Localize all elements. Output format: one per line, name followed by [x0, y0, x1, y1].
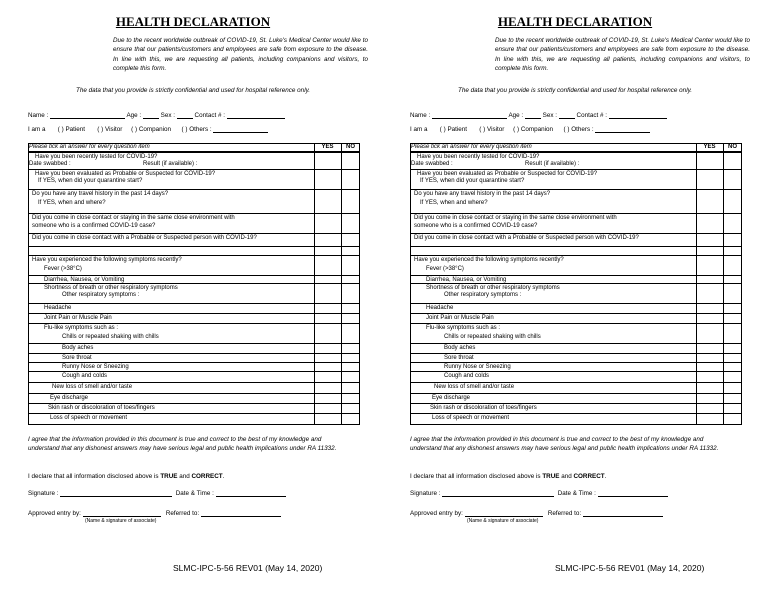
no-checkbox[interactable]: [341, 314, 360, 321]
name-label: Name :: [28, 112, 49, 119]
question-text: Skin rash or discoloration of toes/fingers: [48, 404, 155, 411]
no-column-header: NO: [346, 143, 355, 150]
question-text: someone who is a confirmed COVID-19 case?: [414, 222, 538, 229]
yes-checkbox[interactable]: [696, 354, 723, 361]
question-text: Did you come in close contact or staying in the same close environment with: [32, 214, 235, 221]
question-row-runny-nose-or-sneezing: [28, 362, 360, 371]
intro-text: Due to the recent worldwide outbreak of COVID-19, St. Luke's Medical Center would like to ensure that our patients/customers and employees are safe from exposure to the disease. In line with this, we are requesting all patients, including companions and visitors, to complete this form.: [495, 37, 750, 72]
declare-correct: CORRECT: [573, 473, 605, 480]
question-text: Did you come in close contact with a Probable or Suspected person with COVID-19?: [414, 234, 639, 241]
date-time-label: Date & Time :: [175, 490, 214, 497]
question-text: Sore throat: [62, 354, 92, 361]
no-checkbox[interactable]: [723, 170, 742, 177]
no-checkbox[interactable]: [723, 372, 742, 380]
yes-checkbox[interactable]: [314, 234, 341, 243]
no-checkbox[interactable]: [723, 153, 742, 160]
contact-field[interactable]: [227, 111, 285, 119]
no-checkbox[interactable]: [341, 284, 360, 291]
question-text: someone who is a confirmed COVID-19 case?: [32, 222, 156, 229]
question-row-do-you-have-any-travel-history-in-the-pa: [28, 189, 360, 199]
no-checkbox[interactable]: [723, 265, 742, 275]
visitor-type-row: [28, 125, 268, 133]
declare-true: TRUE: [542, 473, 560, 480]
question-row-cough-and-colds: [28, 371, 360, 380]
question-text: Do you have any travel history in the past 14 days?: [32, 190, 169, 197]
question-table: [410, 143, 742, 425]
yes-column-header: YES: [321, 143, 334, 150]
question-row-diarrhea-nausea-or-vomiting: [28, 275, 360, 283]
health-declaration-form-right: [390, 0, 760, 594]
name-field[interactable]: [50, 111, 125, 119]
signature-field[interactable]: [442, 489, 554, 497]
no-checkbox[interactable]: [341, 190, 360, 199]
no-checkbox[interactable]: [341, 234, 360, 243]
question-text: Fever (>38°C): [426, 265, 464, 272]
question-row-flu-like-symptoms-such-as: [410, 323, 742, 332]
question-text: Body aches: [62, 344, 94, 351]
approved-label: Approved entry by:: [28, 510, 81, 517]
contact-label: Contact # :: [576, 112, 607, 119]
form-code: SLMC-IPC-5-56 REV01 (May 14, 2020): [555, 563, 705, 573]
instruction-text: Please tick an answer for every question item: [411, 143, 532, 150]
contact-label: Contact # :: [194, 112, 225, 119]
yes-checkbox[interactable]: [314, 372, 341, 380]
question-text: Chills or repeated shaking with chills: [444, 333, 541, 340]
section-divider: [410, 246, 742, 255]
signature-row: [410, 489, 668, 497]
question-text: Fever (>38°C): [44, 265, 82, 272]
no-checkbox[interactable]: [341, 344, 360, 352]
question-text: Joint Pain or Muscle Pain: [44, 314, 112, 321]
yes-checkbox[interactable]: [314, 153, 341, 160]
no-checkbox[interactable]: [341, 372, 360, 380]
no-checkbox[interactable]: [723, 394, 742, 402]
date-swabbed-label: Date swabbed :: [29, 160, 71, 167]
others-field[interactable]: [595, 125, 650, 133]
question-row-headache: [28, 303, 360, 312]
question-row-shortness-of-breath-or-other-respiratory: [28, 283, 360, 291]
declare-period: .: [604, 473, 607, 480]
yes-checkbox[interactable]: [696, 276, 723, 283]
result-label: Result (if available) :: [525, 160, 580, 167]
question-row-if-yes-when-did-your-quarantine-start: [410, 177, 742, 187]
companion-option[interactable]: ( ) Companion: [513, 126, 554, 133]
question-row-have-you-been-evaluated-as-probable-or-s: [410, 169, 742, 177]
approved-field[interactable]: [83, 509, 161, 517]
question-row-cough-and-colds: [410, 371, 742, 380]
question-text: Have you experienced the following symptoms recently?: [32, 256, 182, 263]
no-checkbox[interactable]: [723, 344, 742, 352]
no-checkbox[interactable]: [341, 304, 360, 312]
visitor-type-row: [410, 125, 650, 133]
question-text: Joint Pain or Muscle Pain: [426, 314, 494, 321]
question-row-runny-nose-or-sneezing: [410, 362, 742, 371]
agreement-text: I agree that the information provided in this document is true and correct to the best of my knowledge and understand that any dishonest answers may have serious legal and public health implications under RA 11332.: [410, 436, 719, 452]
health-declaration-form-left: [8, 0, 378, 594]
yes-checkbox[interactable]: [696, 304, 723, 312]
question-row-chills-or-repeated-shaking-with-chills: [28, 333, 360, 342]
yes-column-header: YES: [703, 143, 716, 150]
declare-correct: CORRECT: [191, 473, 223, 480]
question-text: New loss of smell and/or taste: [434, 383, 515, 390]
question-text: Chills or repeated shaking with chills: [62, 333, 159, 340]
no-checkbox[interactable]: [723, 333, 742, 342]
yes-column-line: [696, 143, 697, 425]
visitor-option[interactable]: ( ) Visitor: [97, 126, 123, 133]
question-row-sore-throat: [28, 353, 360, 361]
yes-checkbox[interactable]: [696, 372, 723, 380]
name-field[interactable]: [432, 111, 507, 119]
question-row-headache: [410, 303, 742, 312]
question-row-have-you-experienced-the-following-sympt: [410, 255, 742, 265]
date-swabbed-label: Date swabbed :: [411, 160, 453, 167]
yes-checkbox[interactable]: [314, 363, 341, 371]
no-checkbox[interactable]: [723, 284, 742, 291]
question-row-if-yes-when-and-where: [410, 199, 742, 209]
no-checkbox[interactable]: [341, 276, 360, 283]
question-row-fever-38-c: [28, 265, 360, 275]
yes-checkbox[interactable]: [314, 314, 341, 321]
yes-checkbox[interactable]: [696, 414, 723, 421]
yes-checkbox[interactable]: [696, 394, 723, 402]
patient-option[interactable]: ( ) Patient: [57, 126, 86, 133]
question-row-do-you-have-any-travel-history-in-the-pa: [410, 189, 742, 199]
referred-field[interactable]: [201, 509, 281, 517]
no-checkbox[interactable]: [341, 170, 360, 177]
question-text: Eye discharge: [432, 394, 471, 401]
question-row-have-you-been-recently-tested-for-covid-: [28, 152, 360, 160]
no-checkbox[interactable]: [341, 394, 360, 402]
agreement-text: I agree that the information provided in this document is true and correct to the best of my knowledge and understand that any dishonest answers may have serious legal and public health implications under RA 11332.: [28, 436, 337, 452]
question-text: Have you been evaluated as Probable or Suspected for COVID-19?: [417, 170, 598, 177]
no-checkbox[interactable]: [723, 414, 742, 421]
question-row-loss-of-speech-or-movement: [410, 413, 742, 421]
no-checkbox[interactable]: [341, 363, 360, 371]
question-text: Have you been evaluated as Probable or Suspected for COVID-19?: [35, 170, 216, 177]
question-text: Diarrhea, Nausea, or Vomiting: [44, 276, 125, 283]
declare-text: [28, 473, 224, 480]
swab-info-row: [410, 160, 742, 168]
i-am-a-label: I am a: [410, 126, 428, 133]
no-checkbox[interactable]: [723, 314, 742, 321]
question-row-did-you-come-in-close-contact-with-a-pro: [28, 233, 360, 243]
approved-field[interactable]: [465, 509, 543, 517]
question-text: Sore throat: [444, 354, 474, 361]
no-checkbox[interactable]: [341, 153, 360, 160]
visitor-option[interactable]: ( ) Visitor: [479, 126, 505, 133]
no-checkbox[interactable]: [723, 234, 742, 243]
declare-and: and: [561, 473, 572, 480]
question-text: Loss of speech or movement: [50, 414, 128, 421]
question-text: Cough and colds: [444, 372, 490, 379]
form-title: HEALTH DECLARATION: [497, 14, 653, 29]
age-field[interactable]: [143, 111, 159, 119]
intro-text: Due to the recent worldwide outbreak of COVID-19, St. Luke's Medical Center would like to ensure that our patients/customers and employees are safe from exposure to the disease. In line with this, we are requesting all patients, including companions and visitors, to complete this form.: [113, 37, 368, 72]
question-row-other-respiratory-symptoms: [410, 291, 742, 301]
yes-checkbox[interactable]: [314, 276, 341, 283]
form-code: SLMC-IPC-5-56 REV01 (May 14, 2020): [173, 563, 323, 573]
sex-field[interactable]: [559, 111, 575, 119]
no-checkbox[interactable]: [723, 404, 742, 412]
yes-checkbox[interactable]: [696, 363, 723, 371]
no-checkbox[interactable]: [341, 404, 360, 412]
sex-field[interactable]: [177, 111, 193, 119]
yes-checkbox[interactable]: [314, 344, 341, 352]
question-row-someone-who-is-a-confirmed-covid-19-case: [28, 222, 360, 231]
yes-checkbox[interactable]: [696, 234, 723, 243]
no-checkbox[interactable]: [341, 333, 360, 342]
confidential-note: The data that you provide is strictly confidential and used for hospital reference only.: [457, 87, 693, 94]
question-row-skin-rash-or-discoloration-of-toes-finge: [28, 403, 360, 412]
question-row-other-respiratory-symptoms: [28, 291, 360, 301]
section-divider: [28, 246, 360, 255]
question-text: If YES, when did your quarantine start?: [420, 177, 525, 184]
age-label: Age :: [126, 112, 142, 119]
question-row-have-you-been-recently-tested-for-covid-: [410, 152, 742, 160]
no-checkbox[interactable]: [723, 190, 742, 199]
signature-label: Signature :: [410, 490, 441, 497]
question-row-eye-discharge: [410, 393, 742, 402]
date-time-field[interactable]: [216, 489, 286, 497]
swab-info-row: [28, 160, 360, 168]
question-table: [28, 143, 360, 425]
question-row-sore-throat: [410, 353, 742, 361]
yes-checkbox[interactable]: [696, 383, 723, 391]
yes-checkbox[interactable]: [314, 354, 341, 361]
approved-note: (Name & signature of associate): [85, 518, 157, 524]
yes-checkbox[interactable]: [314, 414, 341, 421]
no-checkbox[interactable]: [341, 354, 360, 361]
yes-checkbox[interactable]: [314, 265, 341, 275]
yes-column-line: [314, 143, 315, 425]
no-checkbox[interactable]: [723, 304, 742, 312]
question-text: Shortness of breath or other respiratory symptoms: [426, 284, 560, 291]
question-text: Body aches: [444, 344, 476, 351]
age-field[interactable]: [525, 111, 541, 119]
question-row-loss-of-speech-or-movement: [28, 413, 360, 421]
yes-checkbox[interactable]: [314, 170, 341, 177]
yes-checkbox[interactable]: [314, 284, 341, 291]
signature-row: [28, 489, 286, 497]
question-text: Runny Nose or Sneezing: [62, 363, 129, 370]
declare-text: [410, 473, 606, 480]
yes-checkbox[interactable]: [696, 265, 723, 275]
question-row-shortness-of-breath-or-other-respiratory: [410, 283, 742, 291]
yes-checkbox[interactable]: [696, 344, 723, 352]
question-row-flu-like-symptoms-such-as: [28, 323, 360, 332]
companion-option[interactable]: ( ) Companion: [131, 126, 172, 133]
question-row-have-you-been-evaluated-as-probable-or-s: [28, 169, 360, 177]
question-text: Other respiratory symptoms :: [62, 291, 140, 298]
approval-row: [28, 509, 281, 517]
question-row-someone-who-is-a-confirmed-covid-19-case: [410, 222, 742, 231]
contact-field[interactable]: [609, 111, 667, 119]
no-checkbox[interactable]: [723, 363, 742, 371]
others-option[interactable]: ( ) Others :: [563, 126, 594, 133]
yes-checkbox[interactable]: [696, 170, 723, 177]
no-column-line: [723, 143, 724, 425]
approval-row: [410, 509, 663, 517]
referred-field[interactable]: [583, 509, 663, 517]
no-checkbox[interactable]: [723, 383, 742, 391]
confidential-note: The data that you provide is strictly confidential and used for hospital reference only.: [75, 87, 311, 94]
yes-checkbox[interactable]: [696, 404, 723, 412]
signature-field[interactable]: [60, 489, 172, 497]
no-column-header: NO: [728, 143, 737, 150]
question-text: Loss of speech or movement: [432, 414, 510, 421]
age-label: Age :: [508, 112, 524, 119]
referred-label: Referred to:: [165, 510, 200, 517]
no-checkbox[interactable]: [723, 354, 742, 361]
question-text: Skin rash or discoloration of toes/fingers: [430, 404, 537, 411]
no-checkbox[interactable]: [341, 383, 360, 391]
others-option[interactable]: ( ) Others :: [181, 126, 212, 133]
yes-checkbox[interactable]: [314, 304, 341, 312]
declare-true: TRUE: [160, 473, 178, 480]
yes-checkbox[interactable]: [696, 284, 723, 291]
declare-pre: I declare that all information disclosed above is: [410, 473, 541, 480]
no-column-line: [341, 143, 342, 425]
yes-checkbox[interactable]: [696, 153, 723, 160]
question-text: If YES, when and where?: [420, 199, 488, 206]
question-text: Did you come in close contact with a Probable or Suspected person with COVID-19?: [32, 234, 257, 241]
question-text: Did you come in close contact or staying in the same close environment with: [414, 214, 617, 221]
question-row-joint-pain-or-muscle-pain: [410, 313, 742, 321]
question-row-if-yes-when-did-your-quarantine-start: [28, 177, 360, 187]
result-label: Result (if available) :: [143, 160, 198, 167]
question-text: Headache: [44, 304, 72, 311]
name-label: Name :: [410, 112, 431, 119]
no-checkbox[interactable]: [341, 265, 360, 275]
others-field[interactable]: [213, 125, 268, 133]
yes-checkbox[interactable]: [314, 333, 341, 342]
no-checkbox[interactable]: [341, 414, 360, 421]
question-text: Cough and colds: [62, 372, 108, 379]
yes-checkbox[interactable]: [696, 190, 723, 199]
sex-label: Sex :: [160, 112, 176, 119]
question-text: Diarrhea, Nausea, or Vomiting: [426, 276, 507, 283]
declare-and: and: [179, 473, 190, 480]
question-row-diarrhea-nausea-or-vomiting: [410, 275, 742, 283]
declare-period: .: [222, 473, 225, 480]
date-time-field[interactable]: [598, 489, 668, 497]
question-row-skin-rash-or-discoloration-of-toes-finge: [410, 403, 742, 412]
question-row-if-yes-when-and-where: [28, 199, 360, 209]
question-text: Do you have any travel history in the past 14 days?: [414, 190, 551, 197]
table-header: [410, 143, 742, 152]
question-text: Flu-like symptoms such as :: [426, 324, 501, 331]
question-row-eye-discharge: [28, 393, 360, 402]
question-text: Headache: [426, 304, 454, 311]
approved-label: Approved entry by:: [410, 510, 463, 517]
date-time-label: Date & Time :: [557, 490, 596, 497]
patient-option[interactable]: ( ) Patient: [439, 126, 468, 133]
question-row-joint-pain-or-muscle-pain: [28, 313, 360, 321]
question-row-fever-38-c: [410, 265, 742, 275]
question-text: Have you experienced the following symptoms recently?: [414, 256, 564, 263]
i-am-a-label: I am a: [28, 126, 46, 133]
question-row-have-you-experienced-the-following-sympt: [28, 255, 360, 265]
table-header: [28, 143, 360, 152]
signature-label: Signature :: [28, 490, 59, 497]
question-row-body-aches: [410, 343, 742, 352]
question-text: Shortness of breath or other respiratory symptoms: [44, 284, 178, 291]
instruction-text: Please tick an answer for every question item: [29, 143, 150, 150]
question-row-new-loss-of-smell-and-or-taste: [28, 382, 360, 391]
sex-label: Sex :: [542, 112, 558, 119]
yes-checkbox[interactable]: [314, 394, 341, 402]
name-row: [410, 111, 667, 119]
referred-label: Referred to:: [547, 510, 582, 517]
question-text: Have you been recently tested for COVID-19?: [417, 153, 540, 160]
name-row: [28, 111, 285, 119]
no-checkbox[interactable]: [723, 276, 742, 283]
question-text: Runny Nose or Sneezing: [444, 363, 511, 370]
approved-note: (Name & signature of associate): [467, 518, 539, 524]
question-row-body-aches: [28, 343, 360, 352]
question-text: Eye discharge: [50, 394, 89, 401]
yes-checkbox[interactable]: [314, 383, 341, 391]
yes-checkbox[interactable]: [314, 190, 341, 199]
question-text: Flu-like symptoms such as :: [44, 324, 119, 331]
question-row-did-you-come-in-close-contact-with-a-pro: [410, 233, 742, 243]
declare-pre: I declare that all information disclosed above is: [28, 473, 159, 480]
question-row-new-loss-of-smell-and-or-taste: [410, 382, 742, 391]
yes-checkbox[interactable]: [696, 314, 723, 321]
question-row-chills-or-repeated-shaking-with-chills: [410, 333, 742, 342]
yes-checkbox[interactable]: [314, 404, 341, 412]
question-text: Have you been recently tested for COVID-19?: [35, 153, 158, 160]
yes-checkbox[interactable]: [696, 333, 723, 342]
question-text: New loss of smell and/or taste: [52, 383, 133, 390]
question-text: If YES, when and where?: [38, 199, 106, 206]
question-text: Other respiratory symptoms :: [444, 291, 522, 298]
form-title: HEALTH DECLARATION: [115, 14, 271, 29]
question-text: If YES, when did your quarantine start?: [38, 177, 143, 184]
